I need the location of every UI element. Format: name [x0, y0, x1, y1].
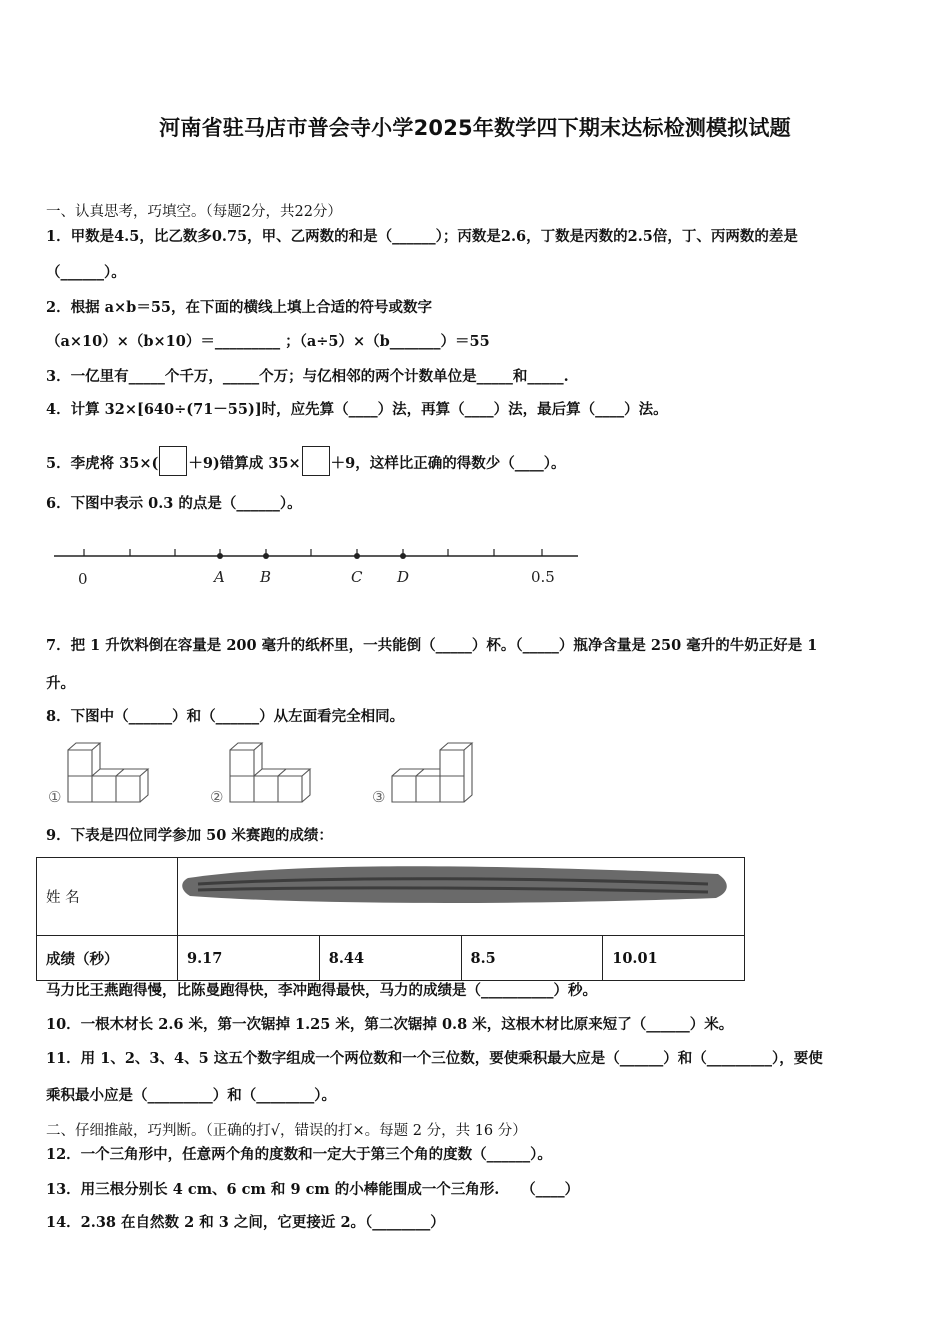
question-3: 3．一亿里有_____个千万，_____个万；与亿相邻的两个计数单位是_____和_____. [46, 368, 569, 385]
redaction-scribble [178, 858, 744, 931]
number-line-figure [50, 540, 590, 592]
question-4: 4．计算 32×[640÷(71－55)]时，应先算（____）法，再算（____）法，最后算（____）法。 [46, 401, 668, 418]
scores-table [36, 857, 745, 981]
question-9-followup: 马力比王燕跑得慢，比陈曼跑得快，李冲跑得最快，马力的成绩是（__________）秒。 [46, 982, 597, 999]
label-zero: 0 [78, 570, 88, 588]
question-5-part-3: ＋9，这样比正确的得数少（____）。 [330, 455, 566, 472]
question-5 [46, 446, 566, 476]
question-1-line-2: （______）。 [46, 264, 126, 281]
table-row [37, 936, 745, 981]
label-b: B [260, 568, 272, 586]
question-6: 6．下图中表示 0.3 的点是（______）。 [46, 495, 302, 512]
section-2-heading: 二、仔细推敲，巧判断。（正确的打√，错误的打×。每题 2 分，共 16 分） [46, 1123, 527, 1139]
section-1-heading: 一、认真思考，巧填空。（每题2分，共22分） [46, 204, 342, 220]
exam-title: 河南省驻马店市普会寺小学2025年数学四下期末达标检测模拟试题 [159, 116, 791, 140]
question-5-part-1: 5．李虎将 35×( [46, 455, 159, 472]
score-header-cell: 成绩（秒） [37, 936, 178, 981]
question-8: 8．下图中（______）和（______）从左面看完全相同。 [46, 708, 405, 725]
question-13: 13．用三根分别长 4 cm、6 cm 和 9 cm 的小棒能围成一个三角形. （____） [46, 1181, 580, 1198]
question-5-part-2: ＋9)错算成 35× [188, 455, 301, 472]
question-2-line-1: 2．根据 a×b＝55，在下面的横线上填上合适的符号或数字 [46, 299, 432, 316]
figure-3-label: ③ [372, 788, 386, 806]
question-12: 12．一个三角形中，任意两个角的度数和一定大于第三个角的度数（______）。 [46, 1146, 552, 1163]
table-row [37, 858, 745, 936]
question-7-line-2: 升。 [46, 675, 75, 692]
figure-1-cubes [68, 743, 148, 802]
label-a: A [214, 568, 225, 586]
question-11-line-2: 乘积最小应是（_________）和（________）。 [46, 1087, 336, 1104]
label-d: D [397, 568, 410, 586]
question-1-line-1: 1．甲数是4.5，比乙数多0.75，甲、乙两数的和是（______）；丙数是2.6，丁数是丙数的2.5倍，丁、丙两数的差是 [46, 228, 798, 245]
question-14: 14．2.38 在自然数 2 和 3 之间，它更接近 2。（________） [46, 1214, 445, 1231]
question-7-line-1: 7．把 1 升饮料倒在容量是 200 毫升的纸杯里，一共能倒（_____）杯。（_____）瓶净含量是 250 毫升的牛奶正好是 1 [46, 637, 818, 654]
figure-2-cubes [230, 743, 310, 802]
score-cell: 8.44 [319, 936, 461, 981]
question-2-line-2: （a×10）×（b×10）＝_________ ；（a÷5）×（b_______）＝55 [46, 333, 490, 350]
score-cell: 10.01 [603, 936, 745, 981]
figure-1-label: ① [48, 788, 62, 806]
answer-box [159, 446, 187, 476]
question-10: 10．一根木材长 2.6 米，第一次锯掉 1.25 米，第二次锯掉 0.8 米，这根木材比原来短了（______）米。 [46, 1016, 734, 1033]
score-cell: 8.5 [461, 936, 603, 981]
label-half: 0.5 [531, 568, 555, 586]
point-a-dot [217, 553, 223, 559]
figure-2-label: ② [210, 788, 224, 806]
score-cell: 9.17 [178, 936, 320, 981]
answer-box [302, 446, 330, 476]
cube-figures [44, 738, 484, 808]
label-c: C [351, 568, 363, 586]
figure-3-cubes [392, 743, 472, 802]
question-11-line-1: 11．用 1、2、3、4、5 这五个数字组成一个两位数和一个三位数，要使乘积最大应是（______）和（_________），要使 [46, 1050, 823, 1067]
names-redacted-cell [178, 858, 745, 936]
point-c-dot [354, 553, 360, 559]
name-header-cell: 姓 名 [37, 858, 178, 936]
point-d-dot [400, 553, 406, 559]
question-9: 9．下表是四位同学参加 50 米赛跑的成绩： [46, 827, 333, 844]
point-b-dot [263, 553, 269, 559]
